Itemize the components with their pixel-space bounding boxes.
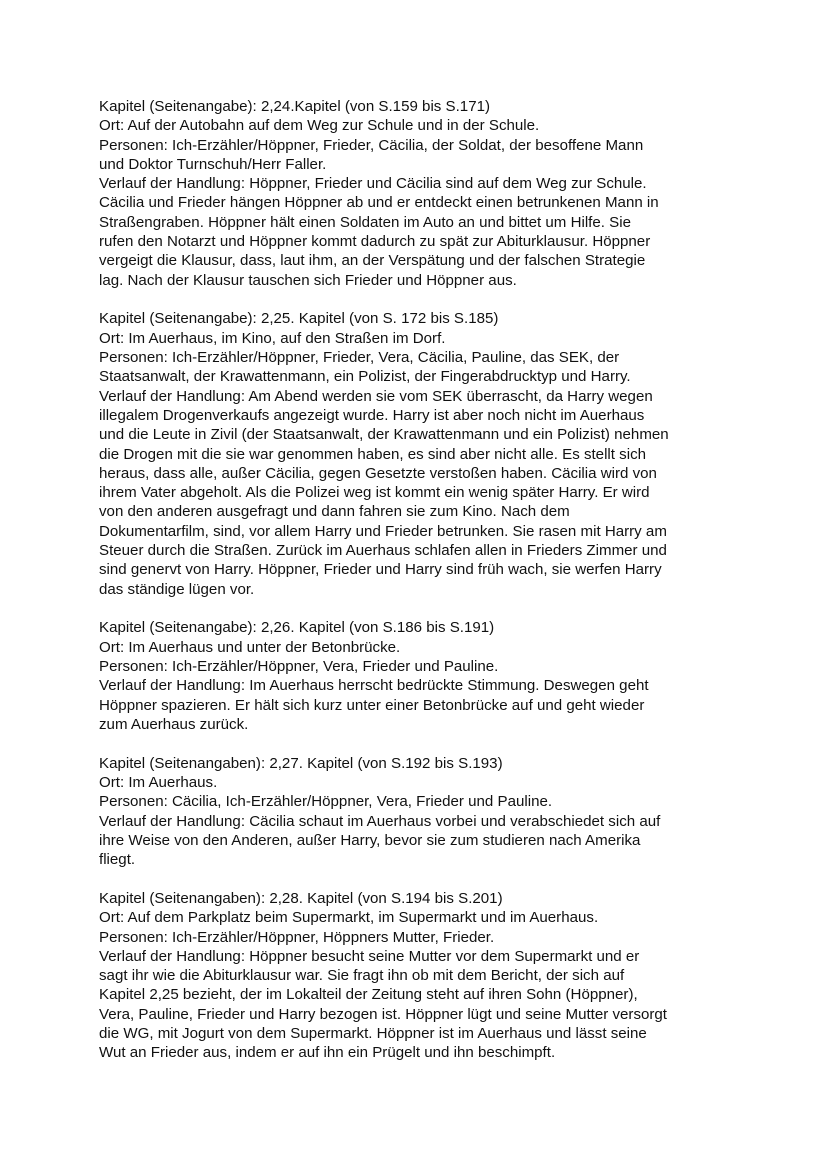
persons-line: Staatsanwalt, der Krawattenmann, ein Polizist, der Fingerabdrucktyp und Harry. bbox=[99, 368, 631, 386]
plot-line: Verlauf der Handlung: Im Auerhaus herrscht bedrückte Stimmung. Deswegen geht bbox=[99, 677, 649, 695]
chapter-line: Kapitel (Seitenangaben): 2,28. Kapitel (von S.194 bis S.201) bbox=[99, 889, 503, 907]
plot-line: Verlauf der Handlung: Höppner, Frieder und Cäcilia sind auf dem Weg zur Schule. bbox=[99, 175, 647, 193]
plot-line: Wut an Frieder aus, indem er auf ihn ein Prügelt und ihn beschimpft. bbox=[99, 1044, 556, 1062]
plot-line: Verlauf der Handlung: Cäcilia schaut im Auerhaus vorbei und verabschiedet sich auf bbox=[99, 812, 661, 830]
plot-line: Cäcilia und Frieder hängen Höppner ab und er entdeckt einen betrunkenen Mann in bbox=[99, 194, 659, 212]
persons-line: Personen: Ich-Erzähler/Höppner, Höppners Mutter, Frieder. bbox=[99, 928, 495, 946]
plot-line: von den anderen ausgefragt und dann fahren sie zum Kino. Nach dem bbox=[99, 503, 570, 521]
chapter-summary-2-25 bbox=[99, 309, 759, 598]
plot-line: Verlauf der Handlung: Höppner besucht seine Mutter vor dem Supermarkt und er bbox=[99, 947, 640, 965]
chapter-line: Kapitel (Seitenangabe): 2,25. Kapitel (von S. 172 bis S.185) bbox=[99, 310, 499, 328]
persons-line: Personen: Cäcilia, Ich-Erzähler/Höppner, Vera, Frieder und Pauline. bbox=[99, 793, 553, 811]
plot-line: vergeigt die Klausur, dass, laut ihm, an der Verspätung und der falschen Strategie bbox=[99, 252, 646, 270]
chapter-summary-2-27 bbox=[99, 754, 759, 870]
chapter-summary-2-24 bbox=[99, 97, 759, 290]
plot-line: Kapitel 2,25 bezieht, der im Lokalteil der Zeitung steht auf ihren Sohn (Höppner), bbox=[99, 986, 638, 1004]
chapter-line: Kapitel (Seitenangabe): 2,26. Kapitel (von S.186 bis S.191) bbox=[99, 619, 495, 637]
plot-line: Verlauf der Handlung: Am Abend werden sie vom SEK überrascht, da Harry wegen bbox=[99, 387, 653, 405]
location-line: Ort: Auf der Autobahn auf dem Weg zur Schule und in der Schule. bbox=[99, 117, 540, 135]
chapter-line: Kapitel (Seitenangaben): 2,27. Kapitel (von S.192 bis S.193) bbox=[99, 754, 503, 772]
plot-line: illegalem Drogenverkaufs angezeigt wurde. Harry ist aber noch nicht im Auerhaus bbox=[99, 406, 645, 424]
location-line: Ort: Auf dem Parkplatz beim Supermarkt, im Supermarkt und im Auerhaus. bbox=[99, 909, 599, 927]
chapter-summary-2-28 bbox=[99, 889, 759, 1063]
plot-line: ihrem Vater abgeholt. Als die Polizei weg ist kommt ein wenig später Harry. Er wird bbox=[99, 484, 650, 502]
chapter-summary-2-26 bbox=[99, 618, 759, 734]
plot-line: ihre Weise von den Anderen, außer Harry, bevor sie zum studieren nach Amerika bbox=[99, 831, 641, 849]
persons-line: Personen: Ich-Erzähler/Höppner, Frieder, Vera, Cäcilia, Pauline, das SEK, der bbox=[99, 349, 620, 367]
plot-line: sind genervt von Harry. Höppner, Frieder und Harry sind früh wach, sie werfen Harry bbox=[99, 561, 662, 579]
location-line: Ort: Im Auerhaus. bbox=[99, 774, 218, 791]
plot-line: rufen den Notarzt und Höppner kommt dadurch zu spät zur Abiturklausur. Höppner bbox=[99, 233, 651, 251]
plot-line: heraus, dass alle, außer Cäcilia, gegen Gesetzte verstoßen haben. Cäcilia wird von bbox=[99, 464, 657, 482]
persons-line: und Doktor Turnschuh/Herr Faller. bbox=[99, 155, 327, 173]
persons-line: Personen: Ich-Erzähler/Höppner, Vera, Frieder und Pauline. bbox=[99, 658, 499, 676]
plot-line: zum Auerhaus zurück. bbox=[99, 715, 249, 733]
plot-line: Vera, Pauline, Frieder und Harry bezogen ist. Höppner lügt und seine Mutter versorgt bbox=[99, 1005, 667, 1023]
plot-line: Dokumentarfilm, sind, vor allem Harry und Frieder betrunken. Sie rasen mit Harry am bbox=[99, 522, 667, 540]
plot-line: die WG, mit Jogurt von dem Supermarkt. Höppner ist im Auerhaus und lässt seine bbox=[99, 1025, 647, 1043]
plot-line: die Drogen mit die sie war genommen haben, es sind aber nicht alle. Es stellt sich bbox=[99, 445, 647, 463]
plot-line: Steuer durch die Straßen. Zurück im Auerhaus schlafen allen in Frieders Zimmer und bbox=[99, 542, 667, 560]
plot-line: fliegt. bbox=[99, 851, 136, 869]
persons-line: Personen: Ich-Erzähler/Höppner, Frieder, Cäcilia, der Soldat, der besoffene Mann bbox=[99, 136, 644, 154]
document-page bbox=[99, 97, 759, 1082]
chapter-line: Kapitel (Seitenangabe): 2,24.Kapitel (von S.159 bis S.171) bbox=[99, 98, 491, 115]
plot-line: Höppner spazieren. Er hält sich kurz unter einer Betonbrücke auf und geht wieder bbox=[99, 696, 645, 714]
plot-line: Straßengraben. Höppner hält einen Soldaten im Auto an und bittet um Hilfe. Sie bbox=[99, 213, 631, 231]
location-line: Ort: Im Auerhaus und unter der Betonbrücke. bbox=[99, 638, 401, 656]
plot-line: sagt ihr wie die Abiturklausur war. Sie fragt ihn ob mit dem Bericht, der sich auf bbox=[99, 967, 625, 985]
plot-line: lag. Nach der Klausur tauschen sich Frieder und Höppner aus. bbox=[99, 271, 517, 289]
plot-line: und die Leute in Zivil (der Staatsanwalt, der Krawattenmann und ein Polizist) nehmen bbox=[99, 426, 669, 444]
plot-line: das ständige lügen vor. bbox=[99, 580, 255, 598]
location-line: Ort: Im Auerhaus, im Kino, auf den Straßen im Dorf. bbox=[99, 329, 446, 347]
